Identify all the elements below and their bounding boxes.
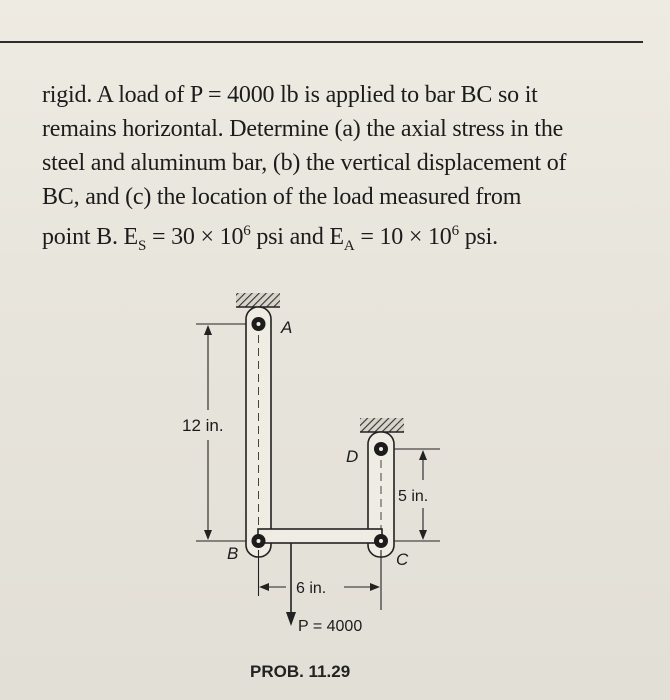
dim-5-arrow-down [419,530,427,540]
problem-line-3: steel and aluminum bar, (b) the vertical displacement of [42,150,567,176]
figure-caption: PROB. 11.29 [250,662,351,681]
label-c: C [396,550,409,569]
support-a-hatch [236,293,280,307]
es-value: = 30 × 10 [146,224,244,250]
dim-5-label: 5 in. [398,488,429,505]
problem-line-4: BC, and (c) the location of the load measured from [42,184,522,210]
load-label: P = 4000 [298,618,363,635]
pin-a-center [257,322,261,326]
dim-6-arrow-left [259,583,269,591]
ea-exponent: 6 [451,223,459,239]
pin-d-center [379,447,383,451]
dim-12-label: 12 in. [182,416,224,435]
load-arrow-head [286,612,296,626]
dim-12-arrow-up [204,325,212,335]
bar-bc [258,529,382,543]
dim-6-label: 6 in. [296,580,327,597]
dim-6-arrow-right [370,583,380,591]
support-d-hatch [360,418,404,432]
dim-12-arrow-down [204,530,212,540]
ea-subscript: A [343,237,355,254]
problem-line-5-start: point B. E [42,224,139,250]
ea-label: psi and E [250,224,344,250]
label-d: D [346,447,359,466]
problem-line-2: remains horizontal. Determine (a) the axial stress in the [42,116,564,142]
label-a: A [281,318,293,337]
pin-b-center [257,539,261,543]
label-b: B [227,544,239,563]
es-exponent: 6 [243,223,251,239]
pin-c-center [379,539,383,543]
dim-5-arrow-up [419,450,427,460]
es-subscript: S [138,237,147,254]
problem-line-1: rigid. A load of P = 4000 lb is applied to bar BC so it [42,82,538,108]
ea-value: = 10 × 10 [354,224,452,250]
ea-unit: psi. [458,224,498,250]
